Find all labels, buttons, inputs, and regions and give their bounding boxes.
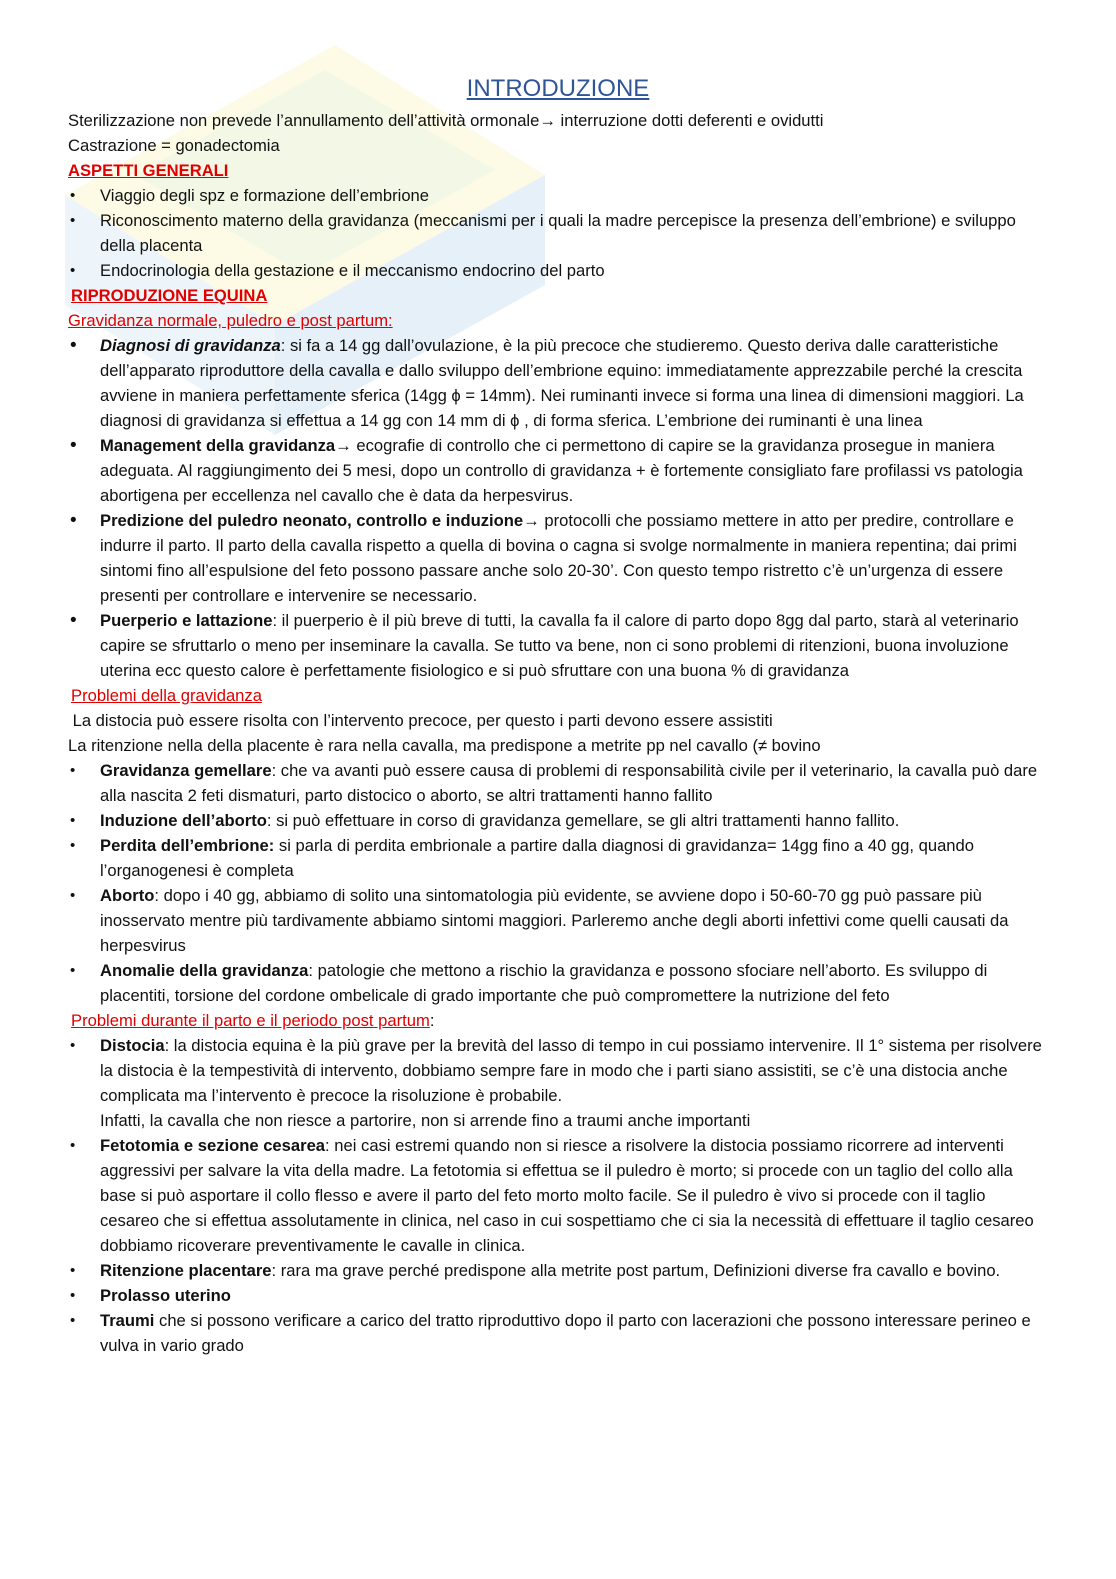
section-heading-aspetti: ASPETTI GENERALI	[68, 161, 229, 180]
list-item: • Endocrinologia della gestazione e il meccanismo endocrino del parto	[68, 258, 1048, 283]
aspetti-list	[68, 183, 1048, 283]
list-item: • Ritenzione placentare: rara ma grave perché predispone alla metrite post partum, Definizioni diverse fra cavallo e bovino.	[68, 1258, 1048, 1283]
list-item: • Puerperio e lattazione: il puerperio è il più breve di tutti, la cavalla fa il calore di parto dopo 8gg dal parto, starà al veterinario capire se sfruttarlo o meno per inseminare la cavalla. Se tutto va bene, non ci sono problemi di ritenzioni, buona involuzione uterina ecc questo calore è perfettamente fisiologico e si può sfruttare con una buona % di gravidanza	[68, 608, 1048, 683]
document-content	[68, 72, 1048, 1358]
list-item: • Aborto: dopo i 40 gg, abbiamo di solito una sintomatologia più evidente, se avviene dopo i 50-60-70 gg può passare più inosservato mentre più tardivamente abbiamo sintomi maggiori. Parleremo anche degli aborti infettivi come quelli causati da herpesvirus	[68, 883, 1048, 958]
paragraph-line: La ritenzione nella della placente è rara nella cavalla, ma predispone a metrite pp nel cavallo (≠ bovino	[68, 736, 821, 755]
section-heading-riproduzione: RIPRODUZIONE EQUINA	[71, 286, 268, 305]
list-item: • Gravidanza gemellare: che va avanti può essere causa di problemi di responsabilità civile per il veterinario, la cavalla può dare alla nascita 2 feti dismaturi, parto distocico o aborto, se altri trattamenti hanno fallito	[68, 758, 1048, 808]
list-item: • Anomalie della gravidanza: patologie che mettono a rischio la gravidanza e possono sfociare nell’aborto. Es sviluppo di placentiti, torsione del cordone ombelicale di grado importante che può compromettere la nutrizione del feto	[68, 958, 1048, 1008]
intro-line: Sterilizzazione non prevede l’annullamento dell’attività ormonale→ interruzione dotti deferenti e ovidutti	[68, 111, 824, 130]
section-heading-problemi-gravidanza: Problemi della gravidanza	[71, 686, 262, 705]
subheading-gravidanza-normale: Gravidanza normale, puledro e post partum:	[68, 311, 393, 330]
list-item: • Riconoscimento materno della gravidanza (meccanismi per i quali la madre percepisce la presenza dell’embrione) e sviluppo della placenta	[68, 208, 1048, 258]
list-item: • Viaggio degli spz e formazione dell’embrione	[68, 183, 1048, 208]
list-item: • Diagnosi di gravidanza: si fa a 14 gg dall’ovulazione, è la più precoce che studieremo. Questo deriva dalle caratteristiche dell’apparato riproduttore della cavalla e dallo sviluppo dell’embrione equino: immediatamente apprezzabile perché la crescita avviene in maniera perfettamente sferica (14gg ϕ = 14mm). Nei ruminanti invece si forma una linea di dimensioni maggiori. La diagnosi di gravidanza si effettua a 14 gg con 14 mm di ϕ , di forma sferica. L’embrione dei ruminanti è una linea	[68, 333, 1048, 433]
list-item: • Distocia: la distocia equina è la più grave per la brevità del lasso di tempo in cui possiamo intervenire. Il 1° sistema per risolvere la distocia è la tempestività di intervento, dobbiamo sempre fare in modo che i parti siano assistiti, se c’è una distocia anche complicata ma l’intervento è precoce la risoluzione è probabile. Infatti, la cavalla che non riesce a partorire, non si arrende fino a traumi anche importanti	[68, 1033, 1048, 1133]
list-item: • Perdita dell’embrione: si parla di perdita embrionale a partire dalla diagnosi di gravidanza= 14gg fino a 40 gg, quando l’organogenesi è completa	[68, 833, 1048, 883]
problemi-parto-list	[68, 1033, 1048, 1358]
intro-line: Castrazione = gonadectomia	[68, 136, 280, 155]
list-item: • Traumi che si possono verificare a carico del tratto riproduttivo dopo il parto con lacerazioni che possono interessare perineo e vulva in vario grado	[68, 1308, 1048, 1358]
list-item: • Induzione dell’aborto: si può effettuare in corso di gravidanza gemellare, se gli altri trattamenti hanno fallito.	[68, 808, 1048, 833]
section-heading-problemi-parto: Problemi durante il parto e il periodo post partum:	[71, 1011, 435, 1030]
list-item: • Management della gravidanza→ ecografie di controllo che ci permettono di capire se la gravidanza prosegue in maniera adeguata. Al raggiungimento dei 5 mesi, dopo un controllo di gravidanza + è fortemente consigliato fare profilassi vs patologia abortigena per eccellenza nel cavallo che è data da herpesvirus.	[68, 433, 1048, 508]
list-item: • Predizione del puledro neonato, controllo e induzione→ protocolli che possiamo mettere in atto per predire, controllare e indurre il parto. Il parto della cavalla rispetto a quella di bovina o cagna si svolge normalmente in maniera repentina; dai primi sintomi fino all’espulsione del feto possono passare anche solo 20-30’. Con questo tempo ristretto c’è un’urgenza di essere presenti per controllare e intervenire se necessario.	[68, 508, 1048, 608]
page-title: INTRODUZIONE	[466, 75, 650, 102]
problemi-gravidanza-list	[68, 758, 1048, 1008]
list-item: • Fetotomia e sezione cesarea: nei casi estremi quando non si riesce a risolvere la distocia possiamo ricorrere ad interventi aggressivi per salvare la vita della madre. La fetotomia si effettua se il puledro è morto; si procede con un taglio del collo alla base si può asportare il collo flesso e avere il parto del feto morto molto facile. Se il puledro è vivo si procede con il taglio cesareo che si effettua assolutamente in clinica, nel caso in cui sospettiamo che ci sia la necessità di effettuare il taglio cesareo dobbiamo ricoverare preventivamente le cavalle in clinica.	[68, 1133, 1048, 1258]
paragraph-line: La distocia può essere risolta con l’intervento precoce, per questo i parti devono essere assistiti	[68, 711, 773, 730]
list-item: • Prolasso uterino	[68, 1283, 1048, 1308]
riproduzione-list	[68, 333, 1048, 683]
